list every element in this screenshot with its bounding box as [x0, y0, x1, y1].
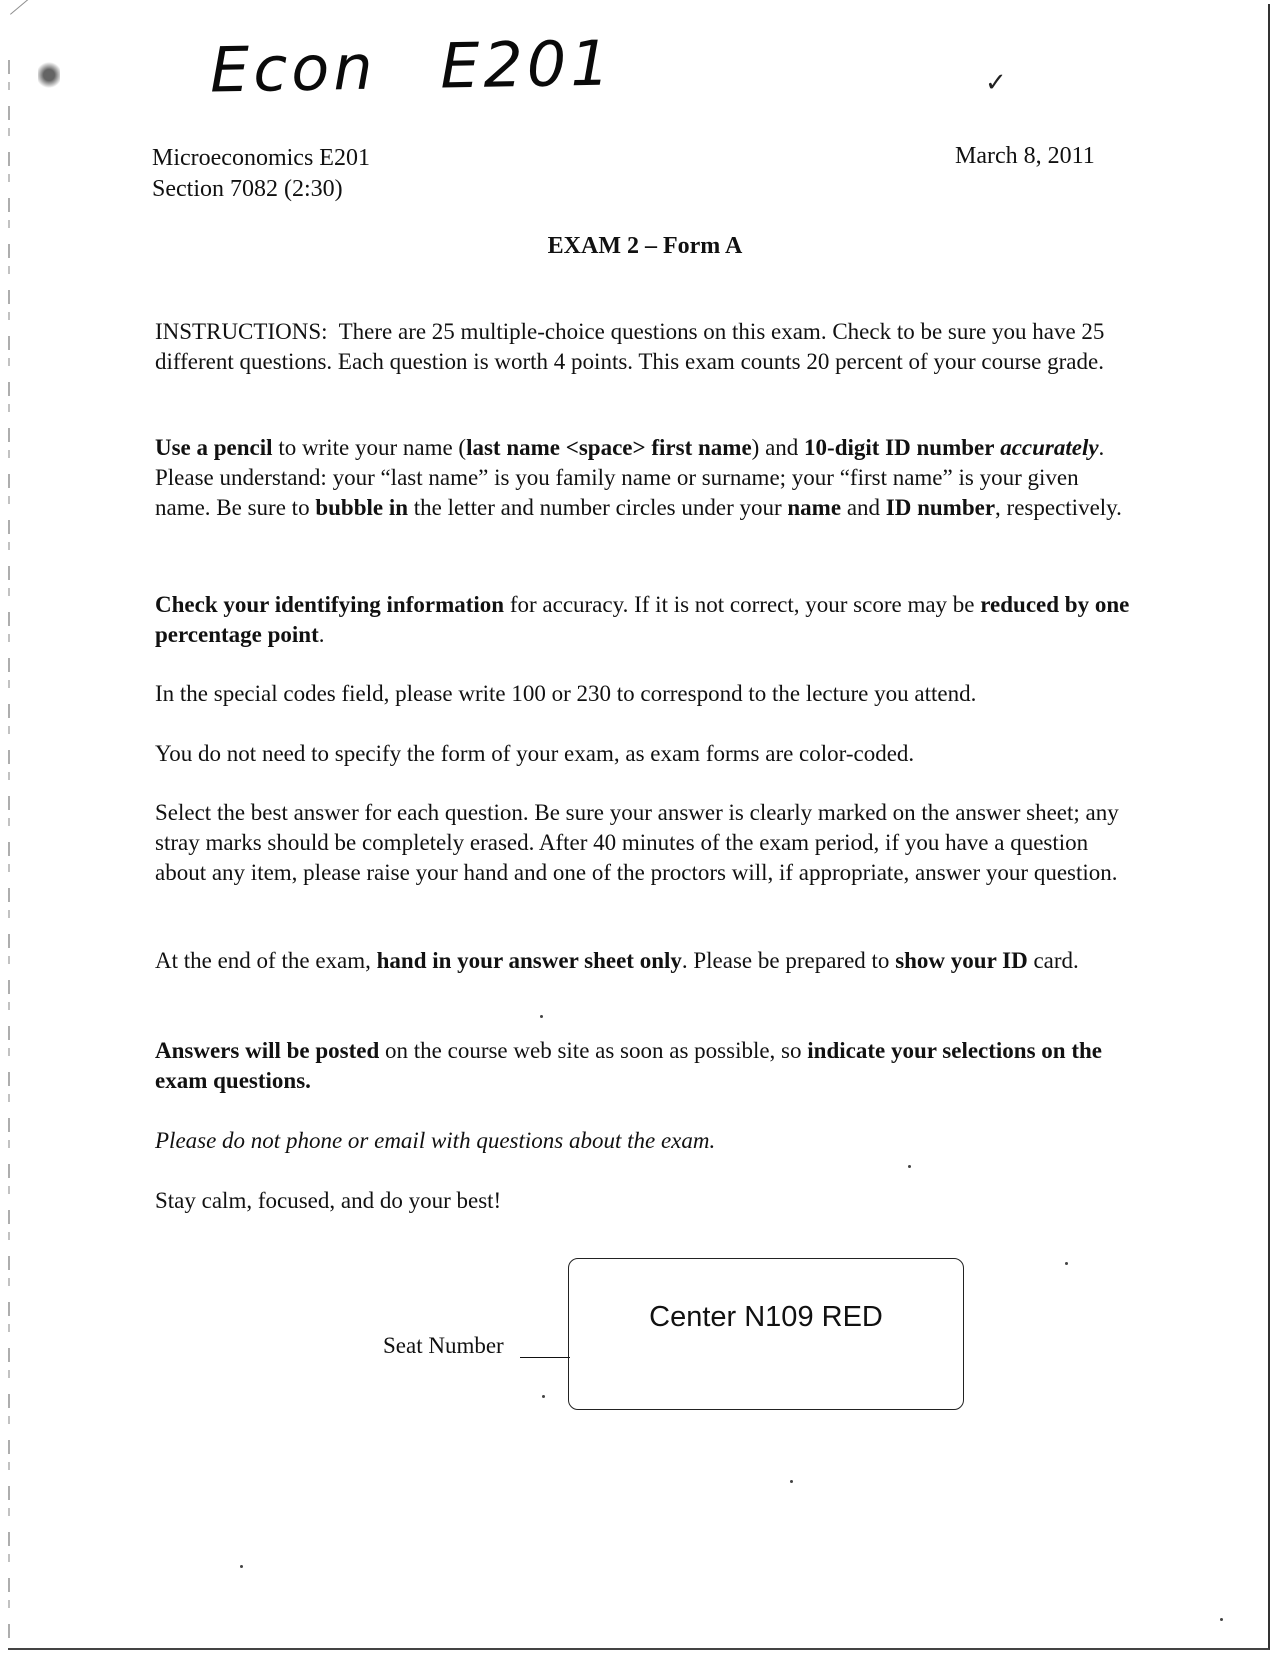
pencil-text-2: ) and [751, 435, 805, 460]
end-bold-2: show your ID [895, 948, 1028, 973]
pencil-bold-6: ID number [885, 495, 996, 520]
check-text-1: for accuracy. If it is not correct, your score may be [504, 592, 981, 617]
scan-speck [908, 1165, 911, 1168]
pencil-text-6: , respectively. [995, 495, 1122, 520]
course-name: Microeconomics E201 [152, 145, 370, 171]
check-paragraph [155, 590, 1135, 650]
pencil-text-5: and [841, 495, 886, 520]
exam-date: March 8, 2011 [955, 143, 1095, 169]
seat-assignment-value: Center N109 RED [649, 1301, 883, 1333]
answers-bold-2: indicate your selections on the exam questions. [155, 1038, 1102, 1093]
exam-title: EXAM 2 – Form A [547, 233, 743, 259]
pencil-text-3: . Please understand: your “last name” is you family name or surname; your “first name” is your given name. Be sure to [155, 435, 1105, 520]
end-paragraph [155, 946, 1135, 976]
pencil-bold-4: bubble in [315, 495, 409, 520]
scan-edge-artifact [8, 60, 10, 1640]
check-bold-1: Check your identifying information [155, 592, 505, 617]
pencil-bold-3: 10-digit ID number [804, 435, 995, 460]
pencil-paragraph [155, 433, 1135, 523]
check-text-2: . [318, 622, 325, 647]
pencil-bold-2: last name <space> first name [466, 435, 752, 460]
answers-bold-1: Answers will be posted [155, 1038, 380, 1063]
section-info: Section 7082 (2:30) [152, 176, 343, 202]
answers-paragraph [155, 1036, 1135, 1096]
pencil-bold-5: name [787, 495, 842, 520]
scan-speck [542, 1395, 545, 1398]
pencil-text-1: to write your name ( [272, 435, 467, 460]
end-text-1: At the end of the exam, [155, 948, 377, 973]
codes-paragraph: In the special codes field, please write 100 or 230 to correspond to the lecture you attend. [155, 681, 977, 706]
seat-number-underline [520, 1357, 570, 1358]
scan-smudge [38, 60, 60, 90]
no-phone-notice: Please do not phone or email with questions about the exam. [155, 1128, 716, 1153]
course-header [152, 143, 370, 205]
scan-speck [240, 1565, 243, 1568]
scan-speck [790, 1480, 793, 1483]
instructions-text: There are 25 multiple-choice questions on this exam. Check to be sure you have 25 different questions. Each question is worth 4 points. This exam counts 20 percent of your course grade. [155, 319, 1105, 374]
pencil-text-4: the letter and number circles under your [408, 495, 788, 520]
answers-text-1: on the course web site as soon as possible, so [379, 1038, 808, 1063]
end-text-2: . Please be prepared to [681, 948, 896, 973]
scan-speck [1220, 1618, 1223, 1621]
scan-speck [540, 1015, 543, 1018]
seat-number-label: Seat Number [383, 1333, 504, 1358]
check-bold-2: reduced by one percentage point [155, 592, 1130, 647]
instructions-label: INSTRUCTIONS: [155, 319, 328, 344]
form-paragraph: You do not need to specify the form of your exam, as exam forms are color-coded. [155, 741, 915, 766]
pencil-bold-italic: accurately [1000, 435, 1099, 460]
select-paragraph: Select the best answer for each question. Be sure your answer is clearly marked on the answer sheet; any stray marks should be completely erased. After 40 minutes of the exam period, if you have a question about any item, please raise your hand and one of the proctors will, if appropriate, answer your question. [155, 800, 1119, 885]
closing-note: Stay calm, focused, and do your best! [155, 1188, 502, 1213]
end-text-3: card. [1027, 948, 1079, 973]
instructions-paragraph [155, 317, 1135, 377]
pencil-bold-1: Use a pencil [155, 435, 273, 460]
check-mark-icon: ✓ [985, 68, 1007, 98]
seat-assignment-sticker [568, 1258, 964, 1410]
end-bold-1: hand in your answer sheet only [376, 948, 682, 973]
scan-speck [1065, 1262, 1068, 1265]
handwritten-course-title: Econ E201 [209, 26, 615, 107]
